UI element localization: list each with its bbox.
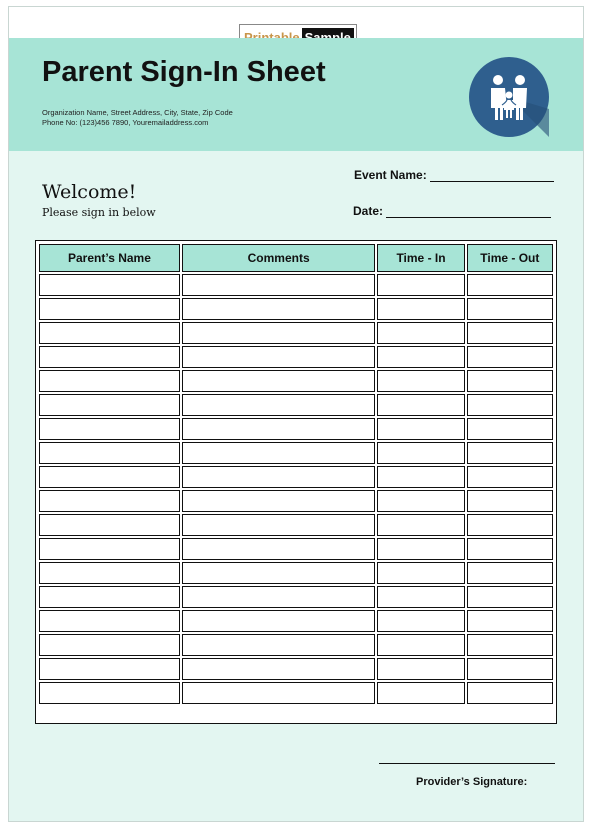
time-out-cell[interactable]	[467, 274, 553, 296]
table-row	[39, 322, 553, 344]
time-out-cell[interactable]	[467, 658, 553, 680]
parent-name-cell[interactable]	[39, 466, 180, 488]
column-header-parents-name: Parent’s Name	[39, 244, 180, 272]
time-in-cell[interactable]	[377, 562, 464, 584]
time-in-cell[interactable]	[377, 370, 464, 392]
column-header-time-out: Time - Out	[467, 244, 553, 272]
signature-label: Provider’s Signature:	[416, 776, 528, 788]
comments-cell[interactable]	[182, 634, 375, 656]
table-row	[39, 370, 553, 392]
time-in-cell[interactable]	[377, 346, 464, 368]
comments-cell[interactable]	[182, 514, 375, 536]
time-out-cell[interactable]	[467, 418, 553, 440]
time-in-cell[interactable]	[377, 586, 464, 608]
time-out-cell[interactable]	[467, 682, 553, 704]
table-row	[39, 538, 553, 560]
time-in-cell[interactable]	[377, 394, 464, 416]
table-row	[39, 298, 553, 320]
comments-cell[interactable]	[182, 538, 375, 560]
parent-name-cell[interactable]	[39, 682, 180, 704]
parent-name-cell[interactable]	[39, 610, 180, 632]
parent-name-cell[interactable]	[39, 514, 180, 536]
parent-name-cell[interactable]	[39, 346, 180, 368]
sign-in-sheet	[8, 6, 584, 822]
sign-in-table	[37, 242, 555, 706]
table-row	[39, 634, 553, 656]
parent-name-cell[interactable]	[39, 322, 180, 344]
parent-name-cell[interactable]	[39, 418, 180, 440]
comments-cell[interactable]	[182, 370, 375, 392]
comments-cell[interactable]	[182, 466, 375, 488]
time-in-cell[interactable]	[377, 418, 464, 440]
time-in-cell[interactable]	[377, 658, 464, 680]
time-in-cell[interactable]	[377, 322, 464, 344]
table-row	[39, 514, 553, 536]
parent-name-cell[interactable]	[39, 658, 180, 680]
time-in-cell[interactable]	[377, 682, 464, 704]
date-field[interactable]	[353, 204, 551, 218]
parent-name-cell[interactable]	[39, 370, 180, 392]
time-in-cell[interactable]	[377, 490, 464, 512]
comments-cell[interactable]	[182, 274, 375, 296]
table-row	[39, 490, 553, 512]
time-out-cell[interactable]	[467, 610, 553, 632]
comments-cell[interactable]	[182, 346, 375, 368]
comments-cell[interactable]	[182, 610, 375, 632]
organization-contact: Phone No: (123)456 7890, Youremailaddress.com	[42, 118, 209, 127]
welcome-heading: Welcome!	[42, 181, 137, 203]
time-out-cell[interactable]	[467, 586, 553, 608]
table-row	[39, 346, 553, 368]
signature-line[interactable]	[379, 763, 555, 764]
time-out-cell[interactable]	[467, 538, 553, 560]
time-out-cell[interactable]	[467, 442, 553, 464]
comments-cell[interactable]	[182, 658, 375, 680]
column-header-time-in: Time - In	[377, 244, 464, 272]
date-label: Date:	[353, 204, 384, 218]
table-row	[39, 418, 553, 440]
time-out-cell[interactable]	[467, 370, 553, 392]
table-row	[39, 442, 553, 464]
time-out-cell[interactable]	[467, 346, 553, 368]
family-icon	[469, 57, 549, 137]
table-row	[39, 586, 553, 608]
comments-cell[interactable]	[182, 682, 375, 704]
time-out-cell[interactable]	[467, 490, 553, 512]
time-in-cell[interactable]	[377, 298, 464, 320]
page-title: Parent Sign-In Sheet	[42, 56, 326, 88]
parent-name-cell[interactable]	[39, 586, 180, 608]
parent-name-cell[interactable]	[39, 538, 180, 560]
time-in-cell[interactable]	[377, 538, 464, 560]
table-row	[39, 466, 553, 488]
comments-cell[interactable]	[182, 298, 375, 320]
table-row	[39, 682, 553, 704]
organization-info	[42, 108, 233, 128]
comments-cell[interactable]	[182, 562, 375, 584]
comments-cell[interactable]	[182, 490, 375, 512]
time-out-cell[interactable]	[467, 322, 553, 344]
date-line[interactable]	[386, 217, 551, 218]
comments-cell[interactable]	[182, 442, 375, 464]
table-header-row	[39, 244, 553, 272]
time-out-cell[interactable]	[467, 514, 553, 536]
table-row	[39, 394, 553, 416]
parent-name-cell[interactable]	[39, 298, 180, 320]
time-out-cell[interactable]	[467, 562, 553, 584]
time-in-cell[interactable]	[377, 610, 464, 632]
time-out-cell[interactable]	[467, 634, 553, 656]
time-in-cell[interactable]	[377, 274, 464, 296]
time-in-cell[interactable]	[377, 514, 464, 536]
parent-name-cell[interactable]	[39, 634, 180, 656]
parent-name-cell[interactable]	[39, 490, 180, 512]
sign-in-table-frame	[35, 240, 557, 724]
table-row	[39, 658, 553, 680]
table-row	[39, 562, 553, 584]
welcome-subtext: Please sign in below	[42, 206, 156, 219]
parent-name-cell[interactable]	[39, 394, 180, 416]
time-in-cell[interactable]	[377, 466, 464, 488]
comments-cell[interactable]	[182, 394, 375, 416]
event-name-line[interactable]	[430, 181, 554, 182]
table-row	[39, 274, 553, 296]
column-header-comments: Comments	[182, 244, 375, 272]
comments-cell[interactable]	[182, 322, 375, 344]
event-name-field[interactable]	[354, 168, 554, 182]
time-out-cell[interactable]	[467, 466, 553, 488]
table-body	[39, 274, 553, 704]
time-out-cell[interactable]	[467, 394, 553, 416]
comments-cell[interactable]	[182, 418, 375, 440]
organization-address: Organization Name, Street Address, City, State, Zip Code	[42, 108, 233, 117]
event-name-label: Event Name:	[354, 168, 427, 182]
parent-name-cell[interactable]	[39, 442, 180, 464]
parent-name-cell[interactable]	[39, 274, 180, 296]
time-in-cell[interactable]	[377, 634, 464, 656]
parent-name-cell[interactable]	[39, 562, 180, 584]
comments-cell[interactable]	[182, 586, 375, 608]
time-in-cell[interactable]	[377, 442, 464, 464]
table-row	[39, 610, 553, 632]
time-out-cell[interactable]	[467, 298, 553, 320]
